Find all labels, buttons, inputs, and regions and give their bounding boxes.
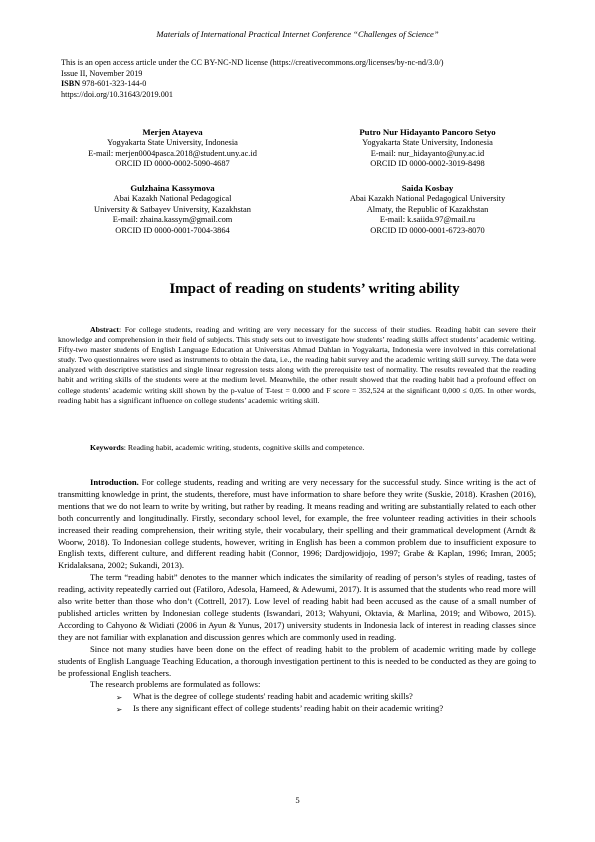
paragraph: The term “reading habit” denotes to the manner which indicates the similarity of reading of person’s styles of reading, tastes of reading, activity repeatedly carried out (Fatiloro, Adesola, Hameed, & Adewumi, 2017). It is assumed that the students who read more will also write better than those who don’t (Cottrell, 2017). Low level of reading habit had been accused as the cause of a small number of published articles written by Indonesian college students (Iswandari, 2013; Wahyuni, Oktavia, & Marlina, 2019; and Wibowo, 2015). According to Cahyono & Widiati (2006 in Ayun & Yunus, 2017) university students in Indonesia lack of interest in reading classes since they are not familiar with explanation and discussion genres which are commonly used in reading.: [58, 572, 536, 642]
author-orcid: ORCID ID 0000-0002-5090-4687: [115, 159, 230, 169]
arrow-bullet-icon: ➢: [116, 693, 123, 703]
list-item-text: Is there any significant effect of college students’ reading habit on their academic writing?: [133, 703, 444, 714]
paragraph-text: For college students, reading and writing are very necessary for the successful study. Since writing is the act of transmitting knowledge in print, the students, therefore, must have information to share before they write (Suskie, 2018). Krashen (2016), mentions that we do not learn to write by writing, but rather by reading. It means reading and writing are substantially related to each other both concurrently and longitudinally. Firstly, secondary school level, for example, the free volunteer reading activities in their schools increased their reading comprehension, their writing style, their vocabulary, their spelling and their grammatical development (Arndt & Woorw, 2018). To Indonesian college students, however, writing in English has been a common problem due to insufficient exposure to English texts, different culture, and different reading habit (Connor, 1996; Dardjowidjojo, 1997; Grabe & Kaplan, 1996; Imran, 2005; Kridalaksana, 2002; Sukandi, 2013).: [58, 477, 536, 571]
author-email: E-mail: nur_hidayanto@uny.ac.id: [370, 148, 485, 158]
issue-line: Issue II, November 2019: [61, 68, 143, 78]
author-name: Putro Nur Hidayanto Pancoro Setyo: [359, 127, 496, 137]
author-name: Saida Kosbay: [401, 183, 454, 193]
author-orcid: ORCID ID 0000-0001-7004-3864: [115, 226, 230, 236]
paper-title: Impact of reading on students’ writing ability: [169, 281, 460, 297]
author-email: E-mail: k.saiida.97@mail.ru: [379, 215, 476, 225]
running-header: Materials of International Practical Internet Conference “Challenges of Science”: [156, 29, 439, 39]
author-card: [305, 183, 550, 237]
author-name: Gulzhaina Kassymova: [130, 183, 215, 193]
abstract-text: : For college students, reading and writing are very necessary for the success of their studies. Reading habit can severe their knowledge and comprehension in their field of subjects. This study sets out to investigate how students’ reading skills affect students’ academic writing. Fifty-two master students of English Language Education at Universitas Ahmad Dahlan in Yogyakarta, Indonesia were involved in this correlational study. Two questionnaires were used as instruments to obtain the data, i.e., the reading habit survey and the academic writing skill survey. The data were analyzed with descriptive statistics and single linear regression tests along with the prerequisite test of normality. The results revealed that the reading habit and writing skills of the students were at the medium level. Meanwhile, the other result showed that the reading habit had a profound effect on college students' academic writing skill shown by the p-value of T-test = 0.000 and F score = 352,524 at the significant 0,000 ≤ 0,05. In other words, reading habit has a significant influence on college students’ academic writing skill.: [58, 325, 536, 405]
isbn-value: 978-601-323-144-0: [80, 79, 147, 89]
author-affiliation: Almaty, the Republic of Kazakhstan: [366, 204, 489, 214]
license-line: This is an open access article under the CC BY-NC-ND license (https://creativecommons.org/licenses/by-nc-nd/3.0/): [61, 58, 444, 67]
author-name: Merjen Atayeva: [142, 127, 203, 137]
author-orcid: ORCID ID 0000-0002-3019-8498: [370, 159, 485, 169]
body-text: [58, 477, 536, 715]
list-item-text: What is the degree of college students' reading habit and academic writing skills?: [133, 691, 413, 702]
paragraph: The research problems are formulated as follows:: [90, 679, 261, 690]
isbn-label: ISBN: [61, 79, 81, 89]
abstract-label: Abstract: [90, 325, 120, 334]
page-number: 5: [295, 795, 300, 805]
keywords: [90, 443, 364, 452]
keywords-label: Keywords: [90, 443, 124, 452]
arrow-bullet-icon: ➢: [116, 705, 123, 715]
paragraph: Since not many studies have been done on the effect of reading habit to the problem of academic writing made by college students of English Language Teaching Education, a thorough investigation pertinent to this is needed to be conducted as they are going to be professional English teachers.: [58, 643, 536, 678]
author-card: [305, 127, 550, 170]
paragraph-introduction: [58, 477, 536, 572]
author-email: E-mail: merjen0004pasca.2018@student.uny.ac.id: [88, 148, 257, 158]
author-affiliation: Abai Kazakh National Pedagogical: [113, 193, 232, 203]
keywords-text: : Reading habit, academic writing, students, cognitive skills and competence.: [123, 443, 365, 452]
list-item: [58, 703, 536, 715]
author-card: [50, 183, 295, 237]
doi-line: https://doi.org/10.31643/2019.001: [61, 89, 173, 99]
author-email: E-mail: zhaina.kassym@gmail.com: [112, 215, 233, 225]
author-affiliation: Yogyakarta State University, Indonesia: [362, 137, 493, 147]
author-card: [50, 127, 295, 170]
research-questions-list: [58, 691, 536, 715]
author-affiliation: Yogyakarta State University, Indonesia: [107, 137, 238, 147]
abstract: [58, 325, 536, 406]
section-heading-introduction: Introduction.: [90, 477, 139, 487]
list-item: [58, 691, 536, 703]
author-affiliation: University & Satbayev University, Kazakhstan: [94, 204, 251, 214]
author-affiliation: Abai Kazakh National Pedagogical University: [349, 193, 506, 203]
isbn-line: [61, 79, 444, 90]
author-orcid: ORCID ID 0000-0001-6723-8070: [370, 226, 485, 236]
article-meta: [61, 58, 444, 100]
